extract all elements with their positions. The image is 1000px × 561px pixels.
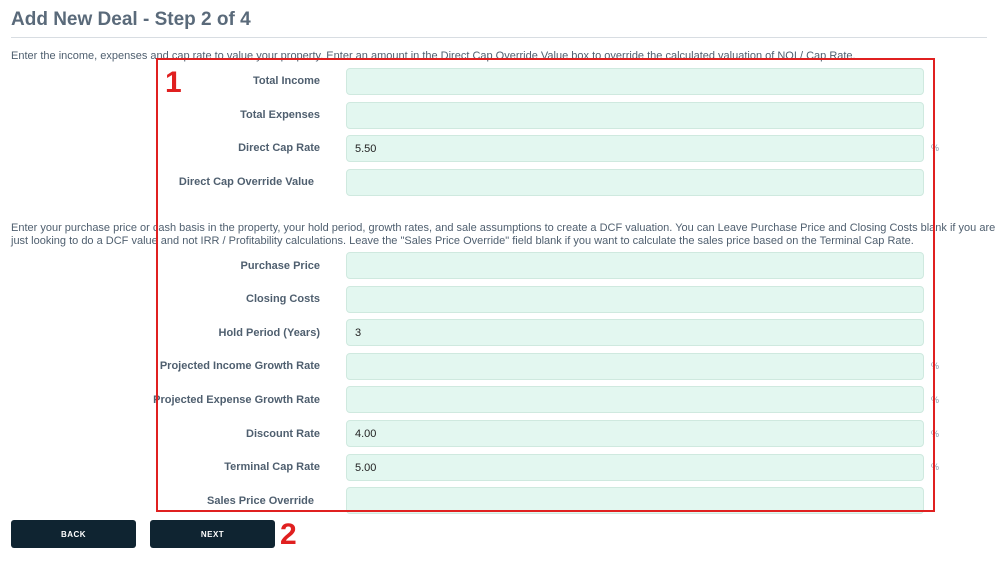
- total-income-input[interactable]: [346, 68, 924, 95]
- annotation-marker-1: 1: [165, 66, 182, 99]
- discount-rate-label: Discount Rate: [246, 428, 320, 440]
- total-expenses-input[interactable]: [346, 102, 924, 129]
- dcf-instructions-line-2: just looking to do a DCF value and not IRR / Profitability calculations. Leave the "Sales Price Override" field blank if you want to calculate the sales price based on the Terminal Cap Rate.: [11, 235, 914, 247]
- page-title: Add New Deal - Step 2 of 4: [11, 9, 251, 30]
- hold-period-label: Hold Period (Years): [218, 327, 320, 339]
- discount-rate-input[interactable]: [346, 420, 924, 447]
- discount-rate-percent: %: [931, 429, 940, 439]
- expense-growth-rate-percent: %: [931, 395, 940, 405]
- dcf-instructions-line-1: Enter your purchase price or cash basis in the property, your hold period, growth rates, and sale assumptions to create a DCF valuation. You can Leave Purchase Price and Closing Costs blank if you are: [11, 222, 996, 234]
- direct-cap-rate-percent: %: [931, 143, 940, 153]
- annotation-marker-2: 2: [280, 518, 297, 551]
- sales-price-override-input[interactable]: [346, 487, 924, 514]
- direct-cap-rate-label: Direct Cap Rate: [238, 142, 320, 154]
- total-expenses-label: Total Expenses: [240, 109, 320, 121]
- hold-period-input[interactable]: [346, 319, 924, 346]
- next-button[interactable]: NEXT: [150, 520, 275, 548]
- closing-costs-label: Closing Costs: [246, 293, 320, 305]
- closing-costs-input[interactable]: [346, 286, 924, 313]
- terminal-cap-rate-label: Terminal Cap Rate: [224, 461, 320, 473]
- total-income-label: Total Income: [252, 75, 320, 87]
- income-growth-rate-percent: %: [931, 361, 940, 371]
- direct-cap-override-label: Direct Cap Override Value: [178, 176, 314, 188]
- income-growth-rate-input[interactable]: [346, 353, 924, 380]
- direct-cap-override-input[interactable]: [346, 169, 924, 196]
- terminal-cap-rate-input[interactable]: [346, 454, 924, 481]
- income-growth-rate-label: Projected Income Growth Rate: [159, 360, 320, 372]
- title-divider: [11, 37, 987, 38]
- expense-growth-rate-input[interactable]: [346, 386, 924, 413]
- purchase-price-input[interactable]: [346, 252, 924, 279]
- direct-cap-rate-input[interactable]: [346, 135, 924, 162]
- terminal-cap-rate-percent: %: [931, 462, 940, 472]
- purchase-price-label: Purchase Price: [240, 260, 320, 272]
- sales-price-override-label: Sales Price Override: [206, 495, 314, 507]
- back-button[interactable]: BACK: [11, 520, 136, 548]
- expense-growth-rate-label: Projected Expense Growth Rate: [153, 394, 320, 406]
- valuation-instructions: Enter the income, expenses and cap rate to value your property. Enter an amount in the Direct Cap Override Value box to override the calculated valuation of NOI / Cap Rate.: [11, 50, 856, 62]
